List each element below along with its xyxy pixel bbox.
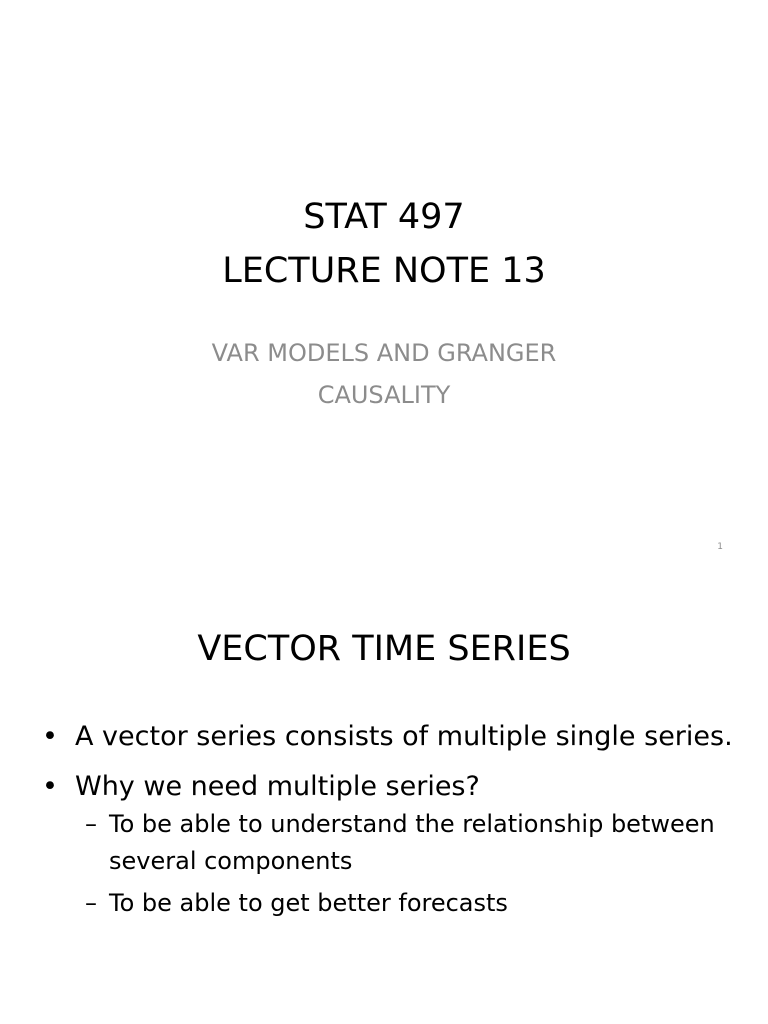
sub-bullet-list — [75, 806, 742, 922]
page-number: 1 — [717, 542, 723, 552]
sub-bullet-item — [75, 885, 742, 922]
sub-bullet-item — [75, 806, 742, 880]
subtitle-line-2: CAUSALITY — [317, 381, 451, 409]
title-line-course: STAT 497 — [303, 197, 465, 237]
sub-bullet-text: To be able to understand the relationship between several components — [109, 810, 715, 875]
slide-title — [0, 190, 768, 298]
bullet-text: A vector series consists of multiple single series. — [75, 721, 733, 752]
slide-heading: VECTOR TIME SERIES — [197, 629, 571, 669]
bullet-text: Why we need multiple series? — [75, 771, 480, 802]
dash-icon: – — [85, 810, 97, 838]
bullet-dot-icon: • — [42, 721, 58, 752]
bullet-dot-icon: • — [42, 771, 58, 802]
bullet-item — [42, 716, 742, 758]
sub-bullet-text: To be able to get better forecasts — [109, 889, 508, 917]
slide-subtitle — [0, 332, 768, 416]
dash-icon: – — [85, 889, 97, 917]
subtitle-line-1: VAR MODELS AND GRANGER — [211, 339, 557, 367]
bullet-item — [42, 766, 742, 922]
title-line-lecture: LECTURE NOTE 13 — [222, 251, 546, 291]
slide-2 — [0, 576, 768, 1024]
bullet-list — [42, 716, 742, 930]
